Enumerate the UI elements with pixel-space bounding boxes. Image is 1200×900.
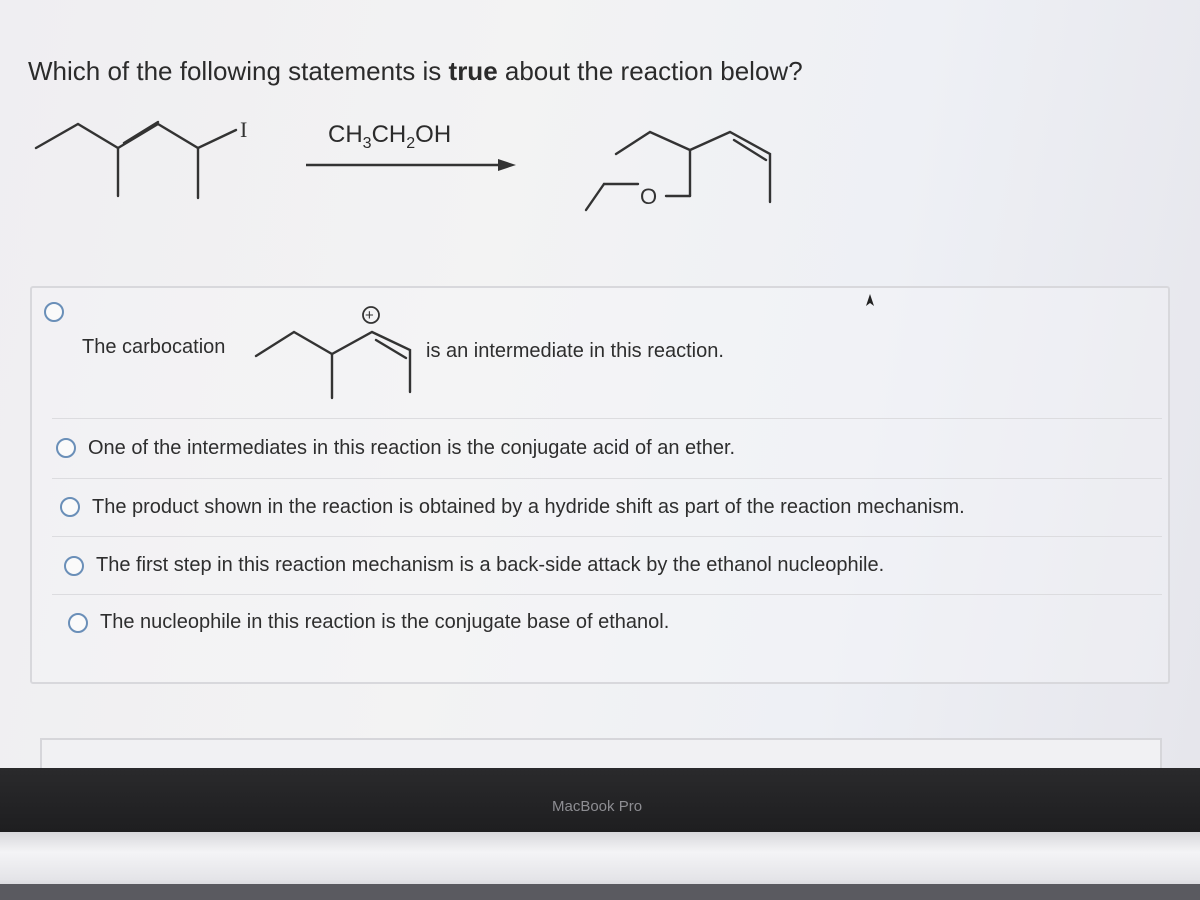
option-5-text: The nucleophile in this reaction is the conjugate base of ethanol. <box>100 611 670 633</box>
mouse-cursor-icon <box>862 292 878 308</box>
reaction-arrow <box>306 159 516 171</box>
question-before: Which of the following statements is <box>28 56 449 86</box>
product-oxygen-label: O <box>640 184 658 209</box>
question-text <box>28 56 803 87</box>
positive-charge-symbol: + <box>365 307 374 324</box>
product-structure <box>586 132 770 210</box>
option-2-radio[interactable] <box>56 438 76 458</box>
reagent-label: $CH_3CH_2OH$ <box>328 121 452 152</box>
question-emphasis: true <box>448 56 498 86</box>
reactant-structure <box>36 122 236 198</box>
option-divider <box>52 418 1162 419</box>
option-4-text: The first step in this reaction mechanism is a back-side attack by the ethanol nucleophile. <box>96 554 885 576</box>
option-2-text: One of the intermediates in this reaction is the conjugate acid of an ether. <box>88 437 736 459</box>
carbocation-structure <box>250 298 430 408</box>
reaction-scheme <box>0 100 1200 230</box>
bezel-label: MacBook Pro <box>552 798 643 815</box>
option-1-radio[interactable] <box>44 302 64 322</box>
option-4-radio[interactable] <box>64 556 84 576</box>
next-question-panel <box>40 738 1162 770</box>
option-divider <box>52 478 1162 479</box>
keyboard-edge <box>0 884 1200 900</box>
option-1-text-after: is an intermediate in this reaction. <box>426 340 724 362</box>
iodine-label: I <box>240 117 248 142</box>
option-5-radio[interactable] <box>68 613 88 633</box>
option-divider <box>52 536 1162 537</box>
option-3-radio[interactable] <box>60 497 80 517</box>
option-3-text: The product shown in the reaction is obtained by a hydride shift as part of the reaction mechanism. <box>92 496 965 518</box>
option-1-text-before: The carbocation <box>82 336 226 358</box>
question-after: about the reaction below? <box>497 56 803 86</box>
option-divider <box>52 594 1162 595</box>
